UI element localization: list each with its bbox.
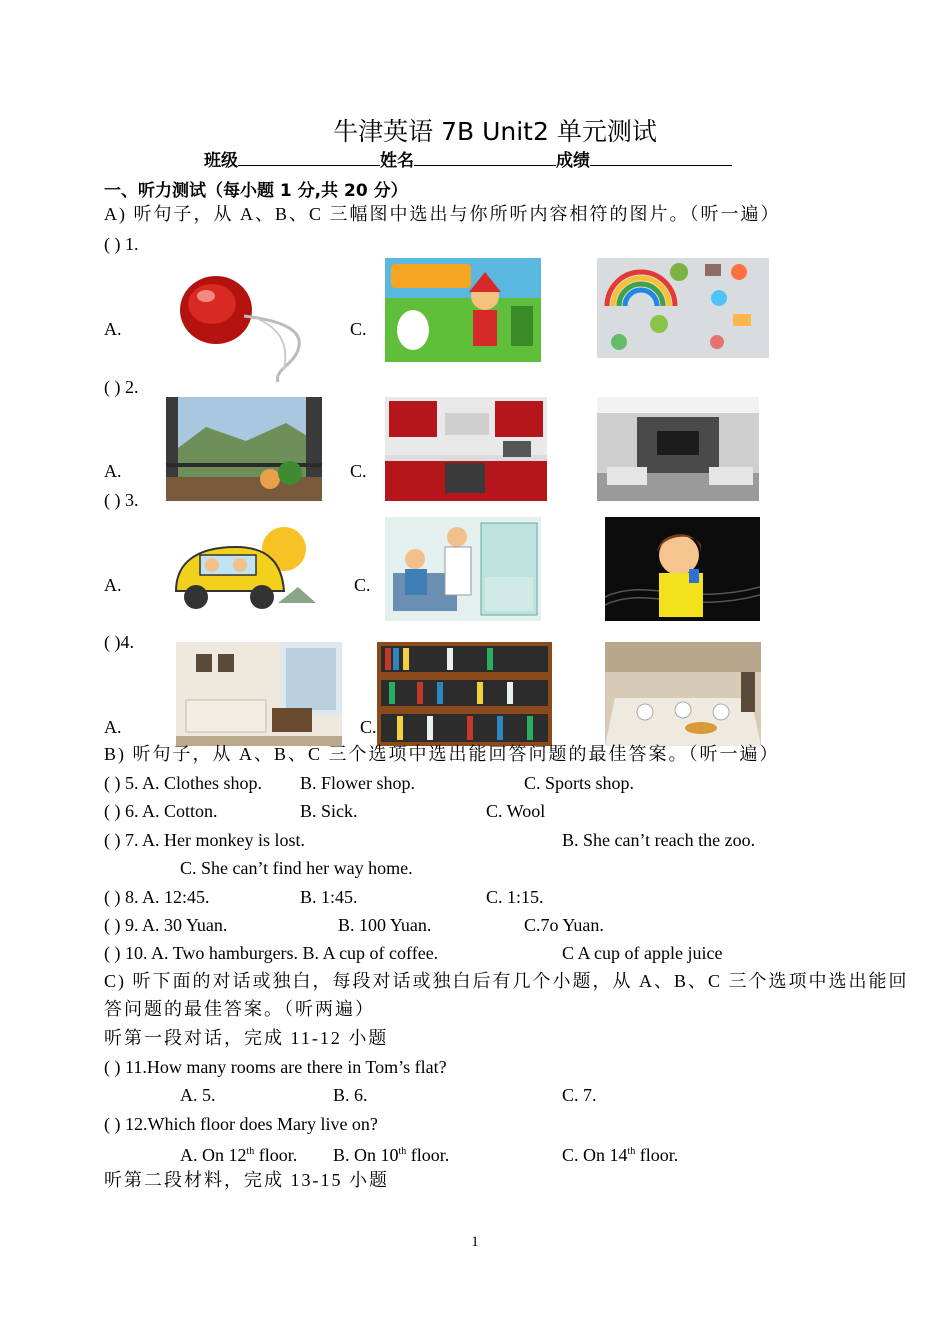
q3-picture-c-singing-girl	[605, 517, 760, 621]
q3-picture-b-dentist	[385, 517, 541, 621]
section-heading-listening: 一、听力测试（每小题 1 分,共 20 分）	[104, 181, 408, 201]
question-6: ( ) 6. A. Cotton.	[104, 801, 218, 821]
q8-option-c: C. 1:15.	[486, 887, 544, 907]
q4-picture-c-dining-table	[605, 642, 761, 746]
q1-picture-c-stickers	[597, 258, 769, 358]
q3-option-a-label: A.	[104, 575, 122, 595]
q6-option-b: B. Sick.	[300, 801, 358, 821]
page-title: 牛津英语 7B Unit2 单元测试	[333, 117, 657, 146]
question-10: ( ) 10. A. Two hamburgers. B. A cup of coffee.	[104, 943, 439, 963]
question-5: ( ) 5. A. Clothes shop.	[104, 773, 263, 793]
student-info-line	[204, 146, 732, 171]
q11-option-c: C. 7.	[562, 1085, 597, 1105]
q12-option-c: C. On 14th floor.	[562, 1145, 679, 1165]
q3-option-c-label: C.	[354, 575, 371, 595]
class-label: 班级	[204, 151, 238, 171]
part-c-instruction-line1: C) 听下面的对话或独白，每段对话或独白后有几个小题，从 A、B、C 三个选项中选出能回	[104, 971, 909, 991]
q12-option-a: A. On 12th floor.	[180, 1145, 298, 1165]
q2-option-a-label: A.	[104, 461, 122, 481]
question-2-number: ( ) 2.	[104, 377, 139, 397]
q4-picture-a-sitting-room	[176, 642, 342, 746]
class-blank	[238, 149, 380, 166]
name-blank	[414, 149, 556, 166]
q7-option-c: C. She can’t find her way home.	[180, 858, 413, 878]
q2-option-c-label: C.	[350, 461, 367, 481]
name-label: 姓名	[380, 151, 414, 171]
score-blank	[590, 149, 732, 166]
page-number: 1	[471, 1234, 479, 1250]
q1-picture-a-yoyo	[166, 258, 322, 384]
part-c-instruction-line2: 答问题的最佳答案。（听两遍）	[104, 999, 375, 1019]
q7-option-b: B. She can’t reach the zoo.	[562, 830, 756, 850]
part-a-instruction: A) 听句子，从 A、B、C 三幅图中选出与你所听内容相符的图片。（听一遍）	[104, 204, 781, 224]
question-1-number: ( ) 1.	[104, 234, 139, 254]
q11-option-a: A. 5.	[180, 1085, 216, 1105]
dialog-2-heading: 听第二段材料，完成 13-15 小题	[104, 1170, 389, 1190]
question-12: ( ) 12.Which floor does Mary live on?	[104, 1114, 378, 1134]
q1-option-a-label: A.	[104, 319, 122, 339]
question-3-number: ( ) 3.	[104, 490, 139, 510]
q6-option-c: C. Wool	[486, 801, 546, 821]
q11-option-b: B. 6.	[333, 1085, 368, 1105]
q4-picture-b-bookshelf	[377, 642, 552, 746]
q2-picture-b-kitchen	[385, 397, 547, 501]
question-7: ( ) 7. A. Her monkey is lost.	[104, 830, 305, 850]
q2-picture-c-living-room	[597, 397, 759, 501]
q1-picture-b-storybook	[385, 258, 541, 362]
question-8: ( ) 8. A. 12:45.	[104, 887, 210, 907]
q9-option-c: C.7o Yuan.	[524, 915, 604, 935]
q2-picture-a-balcony	[166, 397, 322, 501]
q1-option-c-label: C.	[350, 319, 367, 339]
q5-option-c: C. Sports shop.	[524, 773, 635, 793]
q8-option-b: B. 1:45.	[300, 887, 358, 907]
q5-option-b: B. Flower shop.	[300, 773, 416, 793]
q3-picture-a-car-trip	[166, 517, 322, 621]
question-9: ( ) 9. A. 30 Yuan.	[104, 915, 228, 935]
dialog-1-heading: 听第一段对话，完成 11-12 小题	[104, 1028, 389, 1048]
q9-option-b: B. 100 Yuan.	[338, 915, 432, 935]
part-b-instruction: B) 听句子，从 A、B、C 三个选项中选出能回答问题的最佳答案。（听一遍）	[104, 744, 780, 764]
q12-option-b: B. On 10th floor.	[333, 1145, 450, 1165]
question-11: ( ) 11.How many rooms are there in Tom’s flat?	[104, 1057, 447, 1077]
q4-option-c-label: C.	[360, 717, 377, 737]
score-label: 成绩	[556, 151, 590, 171]
q10-option-c: C A cup of apple juice	[562, 943, 723, 963]
q4-option-a-label: A.	[104, 717, 122, 737]
question-4-number: ( )4.	[104, 632, 134, 652]
